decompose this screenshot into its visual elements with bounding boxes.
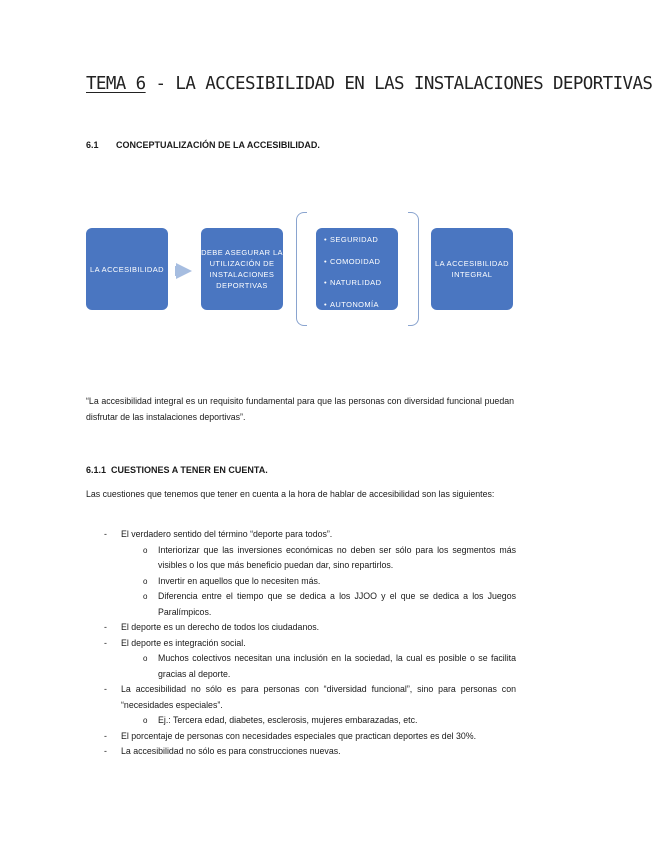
diagram-list-item: • SEGURIDAD xyxy=(324,234,381,256)
subsection-number: 6.1.1 xyxy=(86,465,107,475)
subsection-heading xyxy=(86,465,268,475)
list-item: - El deporte es un derecho de todos los ciudadanos. xyxy=(86,620,516,636)
list-item: - El deporte es integración social. xyxy=(86,636,516,652)
title-prefix: TEMA 6 xyxy=(86,74,146,94)
box2-text: DEBE ASEGURAR LA UTILIZACIÓN DE INSTALACIONES DEPORTIVAS xyxy=(201,248,283,290)
box1-text: LA ACCESIBILIDAD xyxy=(90,264,164,274)
quote-paragraph: “La accesibilidad integral es un requisito fundamental para que las personas con diversidad funcional puedan disfrutar de las instalaciones deportivas”. xyxy=(86,396,514,422)
list-item: - La accesibilidad no sólo es para personas con “diversidad funcional”, sino para personas con “necesidades especiales”. xyxy=(86,682,516,713)
page-title xyxy=(86,74,652,94)
list-item: - La accesibilidad no sólo es para construcciones nuevas. xyxy=(86,744,516,760)
sub-list-item: o Invertir en aquellos que lo necesiten más. xyxy=(86,574,516,590)
sub-list-item: o Ej.: Tercera edad, diabetes, esclerosis, mujeres embarazadas, etc. xyxy=(86,713,516,729)
diagram-box-asegurar xyxy=(201,228,283,310)
title-rest: - LA ACCESIBILIDAD EN LAS INSTALACIONES DEPORTIVAS xyxy=(145,74,652,94)
sub-list-item: o Interiorizar que las inversiones económicas no deben ser sólo para los segmentos más visibles o los que más beneficio puedan dar, sino repartirlos. xyxy=(86,543,516,574)
sub-list-item: o Muchos colectivos necesitan una inclusión en la sociedad, la cual es posible o se facilita gracias al deporte. xyxy=(86,651,516,682)
diagram-list xyxy=(324,234,381,320)
left-brace-icon xyxy=(296,212,307,326)
right-arrow-icon xyxy=(176,263,192,279)
list-item: - El porcentaje de personas con necesidades especiales que practican deportes es del 30%. xyxy=(86,729,516,745)
diagram-list-item: • AUTONOMÍA xyxy=(324,299,381,321)
section-title: CONCEPTUALIZACIÓN DE LA ACCESIBILIDAD. xyxy=(116,140,320,150)
bullet-list xyxy=(86,527,516,760)
intro-paragraph: Las cuestiones que tenemos que tener en cuenta a la hora de hablar de accesibilidad son las siguientes: xyxy=(86,489,495,499)
section-heading xyxy=(86,140,320,150)
diagram-box-list xyxy=(316,228,398,310)
right-brace-icon xyxy=(408,212,419,326)
list-item: - El verdadero sentido del término “deporte para todos”. xyxy=(86,527,516,543)
diagram-box-integral xyxy=(431,228,513,310)
diagram-box-accesibilidad xyxy=(86,228,168,310)
diagram-list-item: • COMODIDAD xyxy=(324,256,381,278)
box4-text: LA ACCESIBILIDAD INTEGRAL xyxy=(435,259,509,279)
subsection-title: CUESTIONES A TENER EN CUENTA. xyxy=(111,465,268,475)
sub-list-item: o Diferencia entre el tiempo que se dedica a los JJOO y el que se dedica a los Juegos Paralímpicos. xyxy=(86,589,516,620)
diagram-list-item: • NATURLIDAD xyxy=(324,277,381,299)
section-number: 6.1 xyxy=(86,140,99,150)
